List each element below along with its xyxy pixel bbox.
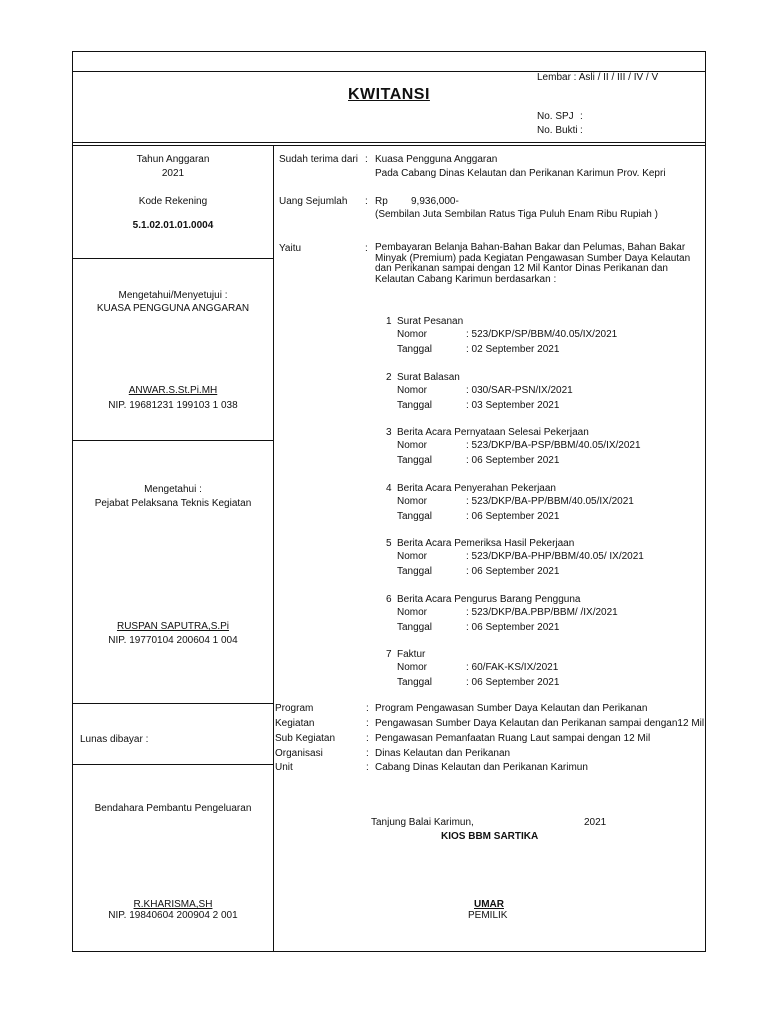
document-nomor-label: Nomor [397, 440, 428, 451]
program-row-colon: : [366, 762, 369, 773]
uang-amount: 9,936,000- [411, 196, 459, 207]
no-bukti-value: : [580, 125, 583, 136]
document-nomor-label: Nomor [397, 607, 428, 618]
document-nomor-value: : 523/DKP/BA-PHP/BBM/40.05/ IX/2021 [466, 551, 644, 562]
page-title: KWITANSI [348, 86, 430, 103]
document-title: Berita Acara Penyerahan Pekerjaan [397, 483, 556, 494]
tahun-anggaran-label: Tahun Anggaran [136, 154, 210, 165]
document-nomor-label: Nomor [397, 496, 428, 507]
uang-words: (Sembilan Juta Sembilan Ratus Tiga Puluh Enam Ribu Rupiah ) [375, 209, 658, 220]
yaitu-description: Pembayaran Belanja Bahan-Bahan Bakar dan Pelumas, Bahan Bakar Minyak (Premium) pada Kegiatan Pengawasan Sumber Daya Kelautan dan Perikanan sampai dengan 12 Mil Kantor Dinas Perikanan dan Kelautan Cabang Karimun berdasarkan : [375, 242, 691, 285]
uang-sejumlah-colon: : [365, 196, 368, 207]
program-row-label: Unit [275, 762, 293, 773]
border-right [705, 51, 706, 952]
program-row-label: Organisasi [275, 748, 323, 759]
program-row-colon: : [366, 703, 369, 714]
document-title: Berita Acara Pernyataan Selesai Pekerjaan [397, 427, 589, 438]
document-nomor-label: Nomor [397, 662, 428, 673]
kode-rekening-label: Kode Rekening [138, 196, 208, 207]
program-row-value: Pengawasan Sumber Daya Kelautan dan Perikanan sampai dengan12 Mil [375, 718, 705, 729]
lembar-label: Lembar : Asli / II / III / IV / V [537, 72, 659, 83]
document-nomor-label: Nomor [397, 329, 428, 340]
left-divider-3 [72, 703, 274, 704]
document-nomor-value: : 030/SAR-PSN/IX/2021 [466, 385, 573, 396]
document-tanggal-label: Tanggal [397, 455, 433, 466]
uang-currency: Rp [375, 196, 388, 207]
document-tanggal-value: : 06 September 2021 [466, 566, 560, 577]
document-number: 5 [386, 538, 392, 549]
sudah-terima-value-1: Kuasa Pengguna Anggaran [375, 154, 498, 165]
document-number: 7 [386, 649, 392, 660]
program-row-value: Dinas Kelautan dan Perikanan [375, 748, 511, 759]
lunas-dibayar-label: Lunas dibayar : [80, 734, 149, 745]
mengetahui-pptk-label: Mengetahui : [144, 484, 202, 495]
uang-sejumlah-label: Uang Sejumlah [279, 196, 348, 207]
no-spj-label: No. SPJ [537, 111, 574, 122]
tahun-anggaran-value: 2021 [161, 168, 185, 179]
document-number: 3 [386, 427, 392, 438]
document-tanggal-label: Tanggal [397, 677, 433, 688]
place-label: Tanjung Balai Karimun, [371, 817, 474, 828]
border-top [72, 51, 706, 52]
document-tanggal-value: : 06 September 2021 [466, 511, 560, 522]
program-row-value: Program Pengawasan Sumber Daya Kelautan dan Perikanan [375, 703, 648, 714]
border-bottom [72, 951, 706, 952]
document-tanggal-label: Tanggal [397, 344, 433, 355]
document-tanggal-value: : 03 September 2021 [466, 400, 560, 411]
yaitu-label: Yaitu [279, 243, 302, 254]
document-nomor-label: Nomor [397, 551, 428, 562]
left-divider-2 [72, 440, 274, 441]
program-row-value: Cabang Dinas Kelautan dan Perikanan Karimun [375, 762, 588, 773]
document-number: 6 [386, 594, 392, 605]
mengetahui-kpa-label: Mengetahui/Menyetujui : [118, 290, 228, 301]
sudah-terima-label: Sudah terima dari [279, 154, 358, 165]
document-title: Faktur [397, 649, 426, 660]
sudah-terima-colon: : [365, 154, 368, 165]
mengetahui-pptk-nip: NIP. 19770104 200604 1 004 [108, 635, 238, 646]
document-number: 4 [386, 483, 392, 494]
document-number: 1 [386, 316, 392, 327]
company-name: KIOS BBM SARTIKA [441, 831, 539, 842]
mengetahui-kpa-name: ANWAR.S.St.Pi.MH [128, 385, 218, 396]
signature-year: 2021 [584, 817, 607, 828]
program-row-colon: : [366, 718, 369, 729]
program-row-value: Pengawasan Pemanfaatan Ruang Laut sampai dengan 12 Mil [375, 733, 651, 744]
left-divider-1 [72, 258, 274, 259]
no-bukti-label: No. Bukti [537, 125, 578, 136]
bendahara-nip: NIP. 19840604 200904 2 001 [108, 910, 238, 921]
document-nomor-label: Nomor [397, 385, 428, 396]
document-tanggal-label: Tanggal [397, 400, 433, 411]
program-row-label: Kegiatan [275, 718, 315, 729]
document-tanggal-value: : 06 September 2021 [466, 622, 560, 633]
sudah-terima-value-2: Pada Cabang Dinas Kelautan dan Perikanan Karimun Prov. Kepri [375, 168, 666, 179]
document-title: Surat Pesanan [397, 316, 464, 327]
header-divider [72, 142, 706, 143]
header-divider-2 [72, 145, 706, 146]
document-tanggal-label: Tanggal [397, 622, 433, 633]
document-nomor-value: : 523/DKP/BA-PP/BBM/40.05/IX/2021 [466, 496, 634, 507]
document-nomor-value: : 523/DKP/BA.PBP/BBM/ /IX/2021 [466, 607, 618, 618]
mengetahui-pptk-name: RUSPAN SAPUTRA,S.Pi [116, 621, 230, 632]
document-tanggal-label: Tanggal [397, 566, 433, 577]
kode-rekening-value: 5.1.02.01.01.0004 [132, 220, 214, 231]
document-tanggal-label: Tanggal [397, 511, 433, 522]
program-row-colon: : [366, 748, 369, 759]
document-tanggal-value: : 06 September 2021 [466, 455, 560, 466]
document-tanggal-value: : 02 September 2021 [466, 344, 560, 355]
mengetahui-pptk-role: Pejabat Pelaksana Teknis Kegiatan [94, 498, 252, 509]
mengetahui-kpa-role: KUASA PENGGUNA ANGGARAN [96, 303, 250, 314]
document-title: Berita Acara Pengurus Barang Pengguna [397, 594, 581, 605]
owner-role: PEMILIK [468, 910, 508, 921]
owner-name: UMAR [474, 899, 504, 910]
yaitu-colon: : [365, 243, 368, 254]
program-row-label: Sub Kegiatan [275, 733, 336, 744]
bendahara-role: Bendahara Pembantu Pengeluaran [94, 803, 252, 814]
document-nomor-value: : 60/FAK-KS/IX/2021 [466, 662, 559, 673]
document-title: Berita Acara Pemeriksa Hasil Pekerjaan [397, 538, 575, 549]
column-divider [273, 145, 274, 952]
mengetahui-kpa-nip: NIP. 19681231 199103 1 038 [108, 400, 238, 411]
program-row-label: Program [275, 703, 314, 714]
no-spj-value: : [580, 111, 583, 122]
document-nomor-value: : 523/DKP/SP/BBM/40.05/IX/2021 [466, 329, 618, 340]
left-divider-4 [72, 764, 274, 765]
bendahara-name: R.KHARISMA,SH [133, 899, 213, 910]
program-row-colon: : [366, 733, 369, 744]
document-title: Surat Balasan [397, 372, 460, 383]
document-nomor-value: : 523/DKP/BA-PSP/BBM/40.05/IX/2021 [466, 440, 641, 451]
document-tanggal-value: : 06 September 2021 [466, 677, 560, 688]
document-number: 2 [386, 372, 392, 383]
